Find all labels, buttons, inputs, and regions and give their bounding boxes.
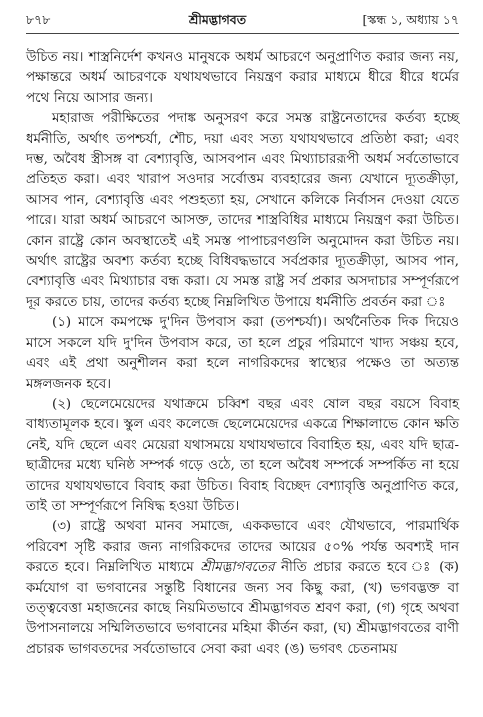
paragraph-point-marriage: (২) ছেলেমেয়েদের যথাক্রমে চব্বিশ বছর এবং ষোল বছর বয়সে বিবাহ বাধ্যতামূলক হবে। স্কুল এবং কলেজে ছেলেমেয়েদের একত্রে শিক্ষালাভে কোন ক্ষতি নেই, যদি ছেলে এবং মেয়েরা যথাসময়ে যথাযথভাবে বিবাহিত হয়, এবং যদি ছাত্র-ছাত্রীদের মধ্যে ঘনিষ্ঠ সম্পর্ক গড়ে ওঠে, তা হলে অবৈধ সম্পর্কে সম্পর্কিত না হয়ে তাদের যথাযথভাবে বিবাহ করা উচিত। বিবাহ বিচ্ছেদ বেশ্যাবৃত্তি অনুপ্রাণিত করে, তাই তা সম্পূর্ণরূপে নিষিদ্ধ হওয়া উচিত। — [26, 396, 459, 514]
paragraph-text-segment: নীতি প্রচার করতে হবে ঃ (ক) কর্মযোগ বা ভগবানের সন্তুষ্টি বিধানের জন্য সব কিছু করা, (খ) ভগবদ্ভক্ত বা তত্ত্ববেত্তা মহাজনের কাছে নিয়মিতভাবে শ্রীমদ্ভাগবত শ্রবণ করা, (গ) গৃহে অথবা উপাসনালয়ে সম্মিলিতভাবে ভগবানের মহিমা কীর্তন করা, (ঘ) শ্রীমদ্ভাগবতের বাণী প্রচারক ভাগবতদের সর্বতোভাবে সেবা করা এবং (ঙ) ভগবৎ চেতনাময় — [26, 560, 459, 657]
book-title-italic: শ্রীমদ্ভাগবতের — [200, 560, 275, 576]
paragraph-state-duties: মহারাজ পরীক্ষিতের পদাঙ্ক অনুসরণ করে সমস্ত রাষ্ট্রনেতাদের কর্তব্য হচ্ছে ধর্মনীতি, অর্থাৎ তপশ্চর্যা, শৌচ, দয়া এবং সত্য যথাযথভাবে প্রতিষ্ঠা করা; এবং দম্ভ, অবৈধ স্ত্রীসঙ্গ বা বেশ্যাবৃত্তি, আসবপান এবং মিথ্যাচাররূপী অধর্ম সর্বতোভাবে প্রতিহত করা। এবং খারাপ সওদার সর্বোত্তম ব্যবহারের জন্য যেখানে দ্যূতক্রীড়া, আসব পান, বেশ্যাবৃত্তি এবং পশুহত্যা হয়, সেখানে কলিকে নির্বাসন দেওয়া যেতে পারে। যারা অধর্ম আচরণে আসক্ত, তাদের শাস্ত্রবিধির মাধ্যমে নিয়ন্ত্রণ করা উচিত। কোন রাষ্ট্রে কোন অবস্থাতেই এই সমস্ত পাপাচরণগুলি অনুমোদন করা উচিত নয়। অর্থাৎ রাষ্ট্রের অবশ্য কর্তব্য হচ্ছে বিধিবদ্ধভাবে সর্বপ্রকার দ্যূতক্রীড়া, আসব পান, বেশ্যাবৃত্তি এবং মিথ্যাচার বন্ধ করা। যে সমস্ত রাষ্ট্র সর্ব প্রকার অসদাচার সম্পূর্ণরূপে দূর করতে চায়, তাদের কর্তব্য হচ্ছে নিম্নলিখিত উপায়ে ধর্মনীতি প্রবর্তন করা ঃ — [26, 111, 459, 310]
page-number: ৮৭৮ — [26, 12, 51, 27]
paragraph-point-donation — [26, 517, 459, 660]
book-title: শ্রীমদ্ভাগবত — [188, 12, 247, 27]
paragraph-text-segment: (৩) রাষ্ট্রে অথবা মানব সমাজে, এককভাবে এবং যৌথভাবে, পারমার্থিক পরিবেশ সৃষ্টি করার জন্য নাগরিকদের তাদের আয়ের ৫০% পর্যন্ত অবশ্যই দান করতে হবে। নিম্নলিখিত মাধ্যমে — [26, 519, 459, 576]
canto-chapter-reference: [স্কন্ধ ১, অধ্যায় ১৭ — [362, 12, 459, 27]
running-header — [26, 12, 459, 34]
paragraph-continuation: উচিত নয়। শাস্ত্রনির্দেশ কখনও মানুষকে অধর্ম আচরণে অনুপ্রাণিত করার জন্য নয়, পক্ষান্তরে অধর্ম আচরণকে যথাযথভাবে নিয়ন্ত্রণ করার মাধ্যমে ধীরে ধীরে ধর্মের পথে নিয়ে আসার জন্য। — [26, 50, 459, 106]
paragraph-point-fasting: (১) মাসে কমপক্ষে দু'দিন উপবাস করা (তপশ্চর্যা)। অর্থনৈতিক দিক দিয়েও মাসে সকলে যদি দু'দিন উপবাস করে, তা হলে প্রচুর পরিমাণে খাদ্য সঞ্চয় হবে, এবং এই প্রথা অনুশীলন করা হলে নাগরিকদের স্বাস্থ্যের পক্ষেও তা অত্যন্ত মঙ্গলজনক হবে। — [26, 315, 459, 392]
page-body — [26, 48, 459, 660]
